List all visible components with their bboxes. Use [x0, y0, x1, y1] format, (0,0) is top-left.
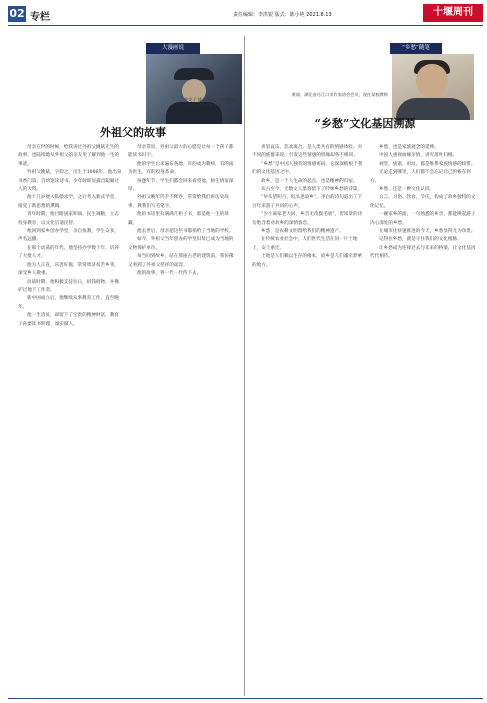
paragraph: “乡愁”是中国人独有的情感密码，它深深植根于我们的文化基因之中。	[252, 161, 363, 176]
paragraph: “少小离家老大回，乡音无改鬓毛衰”，贺知章的诗句饱含着对故乡的深情眷恋。	[252, 212, 363, 226]
paragraph: 无论走到哪里，人们都不会忘记自己的根在何方。	[370, 170, 471, 184]
paragraph: 母亲在世的时候，给我讲过外祖父姚斌先生的故事，也陆续地从外祖父的亲友里了解到他一生的事迹。	[18, 145, 120, 167]
paragraph: “举头望明月，低头思故乡”，李白的诗句道出了千百年来游子共同的心声。	[252, 195, 363, 209]
paragraph: 外祖父姚斌，字仰之，出生于1886年。他出身书香门第，自幼饱读诗书，少年时即显露出聪颖过人的天资。	[18, 170, 122, 193]
paragraph: 他十几岁便入私塾求学，之后考入新式学堂，接受了新思想的熏陶。	[18, 195, 119, 209]
section-title: 专栏	[30, 12, 50, 23]
paragraph: 乡愁，还是一种文化认同。	[379, 187, 435, 193]
paragraph: 他的故事，将一代一代传下去。	[137, 271, 202, 277]
right-article-column-2	[370, 144, 480, 262]
paragraph: 他的学生后来遍布各地，有的成为教师，有的成为医生，有的投身革命。	[128, 161, 234, 176]
right-article-column-1	[252, 144, 364, 270]
paragraph: 喜怒哀乐，悲欢离合，是人类共有的情感体验。对不同的族群来说，引发这些情感的机缘却各不相同。	[252, 145, 363, 159]
column-divider	[244, 36, 245, 696]
author-caption: 黄斌，湖北省丹江口市作家协会会员，现任某校教师	[291, 92, 388, 97]
paragraph: 一碗家乡的面，一句熟悉的乡音，都能唤起游子内心深处的乡愁。	[370, 212, 476, 226]
paragraph: 每当回到故乡，站在那座古老的建筑前，我仿佛又看到了外祖父慈祥的面容。	[128, 254, 234, 268]
paragraph: 乡愁，也是家族观念的延伸。	[379, 145, 439, 150]
paragraph: 故乡，是一个人生命的起点，也是精神的归宿。	[261, 178, 358, 184]
footer-rule	[8, 698, 483, 699]
paragraph: 母亲常说，外祖父最大的心愿是让每一个孩子都能读书识字。	[128, 145, 234, 159]
author-photo	[392, 54, 474, 120]
article-title: “乡愁”文化基因溯源	[314, 117, 416, 130]
left-article-column-1	[18, 144, 122, 329]
page-header	[8, 4, 483, 26]
paragraph: 土地是人们赖以生存的根本，故乡是人们魂牵梦萦的地方。	[252, 254, 363, 268]
paragraph: 外祖父晚年仍手不释卷，常常给我们讲历史故事，教我们写毛笔字。	[128, 195, 229, 209]
author-photo	[146, 54, 242, 124]
article-title: 外祖父的故事	[100, 126, 166, 139]
paragraph: 祠堂、族谱、祖坟，都是维系家族情感的纽带。	[379, 161, 476, 167]
paragraph: 方言、习俗、饮食、节庆，构成了故乡独特的文化记忆。	[370, 195, 476, 209]
paragraph: 新中国成立后，他继续从事教育工作，直至晚年。	[18, 296, 119, 310]
page-number: 02	[9, 7, 25, 20]
paragraph: 他一生清贫，却留下了宝贵的精神财富，教育子孙要读书明理、诚实做人。	[18, 313, 119, 327]
paragraph: 在那个动荡的年代，他坚持办学数十年，培养了大批人才。	[18, 245, 119, 260]
paragraph: 青年时期，他目睹国家积弱、民生凋敝，立志投身教育，以文化启迪民智。	[18, 212, 119, 226]
right-column-tag: “乡愁”随笔	[390, 43, 442, 54]
paragraph: 让乡愁成为连接过去与未来的桥梁，让文化基因代代相传。	[370, 245, 476, 260]
paragraph: 每逢年节，学生们都会回来看望他，师生情谊深厚。	[128, 178, 234, 193]
paragraph: 中国人重视血缘亲情，讲究落叶归根。	[379, 153, 458, 159]
header-rule	[8, 25, 483, 26]
face-shape	[416, 64, 448, 98]
newspaper-logo: 十堰周刊	[423, 4, 483, 22]
paragraph: 他的书房里有满满几柜子书，那是他一生的珍藏。	[128, 212, 229, 226]
paragraph: 在传统农业社会中，人们世代生活在同一片土地上，安土重迁。	[252, 237, 358, 251]
left-column-tag: 大漫画说	[146, 43, 200, 54]
paragraph: 乡愁，是农耕文明留给我们的精神遗产。	[261, 229, 344, 235]
left-article-column-2	[128, 144, 238, 279]
paragraph: 他为人正直，乐善好施，常常周济贫苦乡邻，深受乡人敬重。	[18, 262, 119, 277]
paragraph: 从古至今，无数文人墨客留下了吟咏乡愁的诗篇。	[261, 187, 363, 193]
paragraph: 在城市化快速推进的今天，乡愁显得尤为珍贵。	[379, 229, 476, 235]
editor-credits: 责任编辑：李洪银 版式：陈小艳 2021.8.13	[233, 12, 332, 18]
paragraph: 他回到家乡创办学堂，亲自执教，学生众多，声名远播。	[18, 229, 119, 243]
author-caption: 金亮子 姚立军伸、自信顾福人、爱好摄影和美食	[184, 97, 236, 108]
paragraph: 记得住乡愁，就是守住我们的文化根脉。	[379, 237, 462, 243]
paragraph: 抗战时期，他积极支持抗日，捐钱捐物，并掩护过地下工作者。	[18, 279, 119, 293]
paragraph: 如今，外祖父当年创办的学堂旧址已成为当地的文物保护单位。	[128, 237, 234, 251]
paragraph: 他去世后，母亲把这些书都捐给了当地的学校。	[137, 229, 234, 235]
